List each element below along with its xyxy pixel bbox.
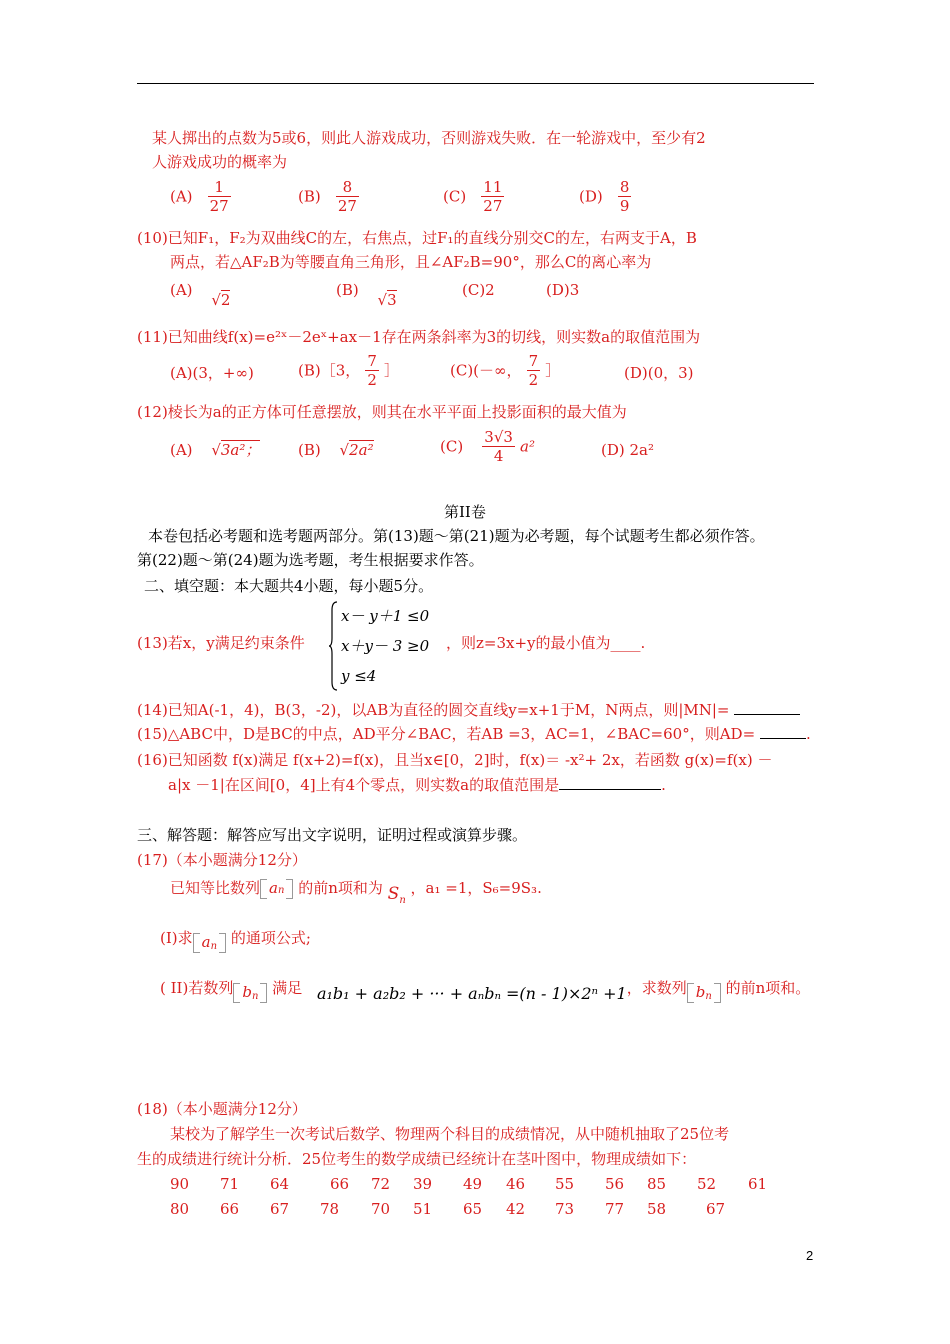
q12-line1: (12)棱长为a的正方体可任意摆放，则其在水平平面上投影面积的最大值为 — [137, 403, 627, 421]
part2-intro-2: 第(22)题～第(24)题为选考题，考生根据要求作答。 — [137, 551, 484, 569]
score: 72 — [371, 1175, 391, 1193]
q12-option-d: (D) 2a² — [601, 441, 654, 459]
q11-line1: (11)已知曲线f(x)=e²ˣ－2eˣ+ax－1存在两条斜率为3的切线，则实数a的取值范围为 — [137, 328, 701, 346]
q15-text: (15)△ABC中，D是BC的中点，AD平分∠BAC，若AB =3，AC=1，∠BAC=60°，则AD= . — [137, 725, 811, 743]
fill-in-header: 二、填空题：本大题共4小题，每小题5分。 — [144, 577, 434, 595]
q16-line1: (16)已知函数 f(x)满足 f(x+2)=f(x)，且当x∈[0，2]时，f(x)＝ -x²+ 2x，若函数 g(x)=f(x) － — [137, 751, 773, 769]
score: 90 — [170, 1175, 190, 1193]
score: 49 — [463, 1175, 483, 1193]
q17-formula: a₁b₁ + a₂b₂ + ··· + aₙbₙ =(n - 1)×2ⁿ +1 — [316, 984, 627, 1003]
score: 71 — [220, 1175, 240, 1193]
q11-option-c: (C)(－∞， $\frac{7}{2}$ ］ — [450, 352, 561, 389]
q12-option-b: (B) √2a² — [298, 441, 374, 459]
q9-option-d: (D) $\frac{8}{9}$ — [579, 178, 630, 215]
q10-option-a: (A) √2 — [170, 281, 231, 309]
score: 39 — [413, 1175, 433, 1193]
q9-option-a: (A) $\frac{1}{27}$ — [170, 178, 229, 215]
score: 77 — [605, 1200, 625, 1218]
q9-option-b: (B) $\frac{8}{27}$ — [298, 178, 357, 215]
q10-option-d: (D)3 — [546, 281, 580, 299]
score: 66 — [220, 1200, 240, 1218]
score: 73 — [555, 1200, 575, 1218]
q17-part2: ( II)若数列 $b_n$ 满足 a₁b₁ + a₂b₂ + ··· + aₙbₙ =(n - 1)×2ⁿ +1，求数列 $b_n$ 的前n项和。 — [160, 979, 811, 1003]
score: 56 — [605, 1175, 625, 1193]
score: 65 — [463, 1200, 483, 1218]
q13-brace — [328, 600, 338, 692]
q10-option-c: (C)2 — [462, 281, 495, 299]
score: 70 — [371, 1200, 391, 1218]
q13-constraint-2: x＋y－ 3 ≥0 — [341, 637, 430, 655]
score: 51 — [413, 1200, 433, 1218]
q11-option-d: (D)(0，3) — [624, 364, 694, 382]
q18-head: (18)（本小题满分12分） — [137, 1100, 307, 1118]
q18-line1: 某校为了解学生一次考试后数学、物理两个科目的成绩情况，从中随机抽取了25位考 — [170, 1125, 730, 1143]
q16-line2: a|x －1|在区间[0，4]上有4个零点，则实数a的取值范围是 . — [168, 776, 666, 794]
score: 64 — [270, 1175, 290, 1193]
score: 67 — [706, 1200, 726, 1218]
score: 55 — [555, 1175, 575, 1193]
q9-line1: 某人掷出的点数为5或6，则此人游戏成功，否则游戏失败．在一轮游戏中，至少有2 — [152, 129, 706, 147]
q10-option-b: (B) √3 — [336, 281, 397, 309]
q10-line2: 两点，若△AF₂B为等腰直角三角形，且∠AF₂B=90°，那么C的离心率为 — [170, 253, 652, 271]
q9-option-c: (C) $\frac{11}{27}$ — [443, 178, 503, 215]
q17-given: 已知等比数列 an 的前n项和为 $S_n$ ，a₁ =1，S₆=9S₃. — [170, 879, 542, 906]
score: 52 — [697, 1175, 717, 1193]
score: 85 — [647, 1175, 667, 1193]
page-number: 2 — [806, 1248, 814, 1263]
q12-option-c: (C) $\frac{3√3}{4}$ a² — [440, 428, 535, 465]
score: 58 — [647, 1200, 667, 1218]
q10-line1: (10)已知F₁，F₂为双曲线C的左，右焦点，过F₁的直线分别交C的左，右两支于A，B — [137, 229, 697, 247]
score: 42 — [506, 1200, 526, 1218]
score: 66 — [330, 1175, 350, 1193]
solve-header: 三、解答题：解答应写出文字说明，证明过程或演算步骤。 — [137, 826, 528, 844]
part2-intro-1: 本卷包括必考题和选考题两部分。第(13)题～第(21)题为必考题，每个试题考生都必须作答。 — [148, 527, 765, 545]
q18-line2: 生的成绩进行统计分析．25位考生的数学成绩已经统计在茎叶图中，物理成绩如下： — [137, 1150, 697, 1168]
q13-suffix: ，则z=3x+y的最小值为____. — [446, 634, 646, 652]
q17-head: (17)（本小题满分12分） — [137, 851, 307, 869]
score: 67 — [270, 1200, 290, 1218]
q11-option-a: (A)(3，+∞) — [170, 364, 254, 382]
q13-prefix: (13)若x，y满足约束条件 — [137, 634, 305, 652]
q13-constraint-3: y ≤4 — [341, 667, 377, 685]
score: 46 — [506, 1175, 526, 1193]
score: 78 — [320, 1200, 340, 1218]
q9-line2: 人游戏成功的概率为 — [152, 153, 288, 171]
header-rule — [137, 83, 814, 84]
q17-part1: (I)求 $a_n$ 的通项公式; — [160, 929, 311, 952]
q11-option-b: (B)［3， $\frac{7}{2}$ ］ — [298, 352, 400, 389]
score: 61 — [748, 1175, 768, 1193]
q13-constraint-1: x－ y＋1 ≤0 — [341, 607, 430, 625]
q14-text: (14)已知A(-1，4)，B(3，-2)，以AB为直径的圆交直线y=x+1于M，N两点，则|MN|= — [137, 700, 800, 720]
q12-option-a: (A) √3a²； — [170, 441, 261, 459]
score: 80 — [170, 1200, 190, 1218]
part2-title: 第II卷 — [444, 503, 486, 521]
